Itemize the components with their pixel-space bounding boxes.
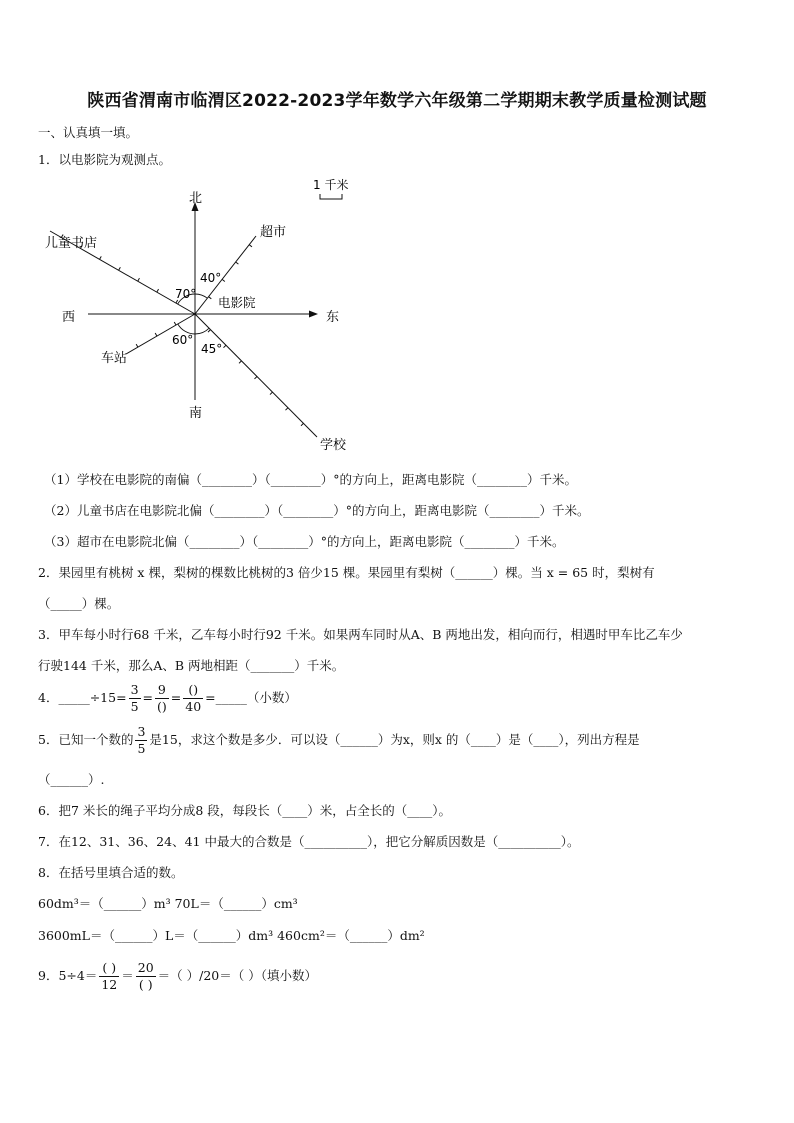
question-4: 4．_____÷15= $\frac{3}{5}$ = $\frac{9}{()}$ = $\frac{()}{40}$ =_____（小数） [38, 682, 297, 714]
page-title: 陕西省渭南市临渭区2022-2023学年数学六年级第二学期期末教学质量检测试题 [87, 91, 707, 111]
tick-mark [222, 279, 225, 281]
tick-mark [270, 392, 272, 394]
tick-mark [254, 376, 256, 378]
question-1-part-1: （1）学校在电影院的南偏（________）（________）°的方向上，距离电影院（________）千米。 [44, 472, 577, 487]
east-arrow-icon [309, 311, 318, 318]
label-north: 北 [189, 191, 203, 206]
label-west: 西 [62, 310, 76, 325]
label-angle-40: 40° [200, 271, 222, 285]
tick-mark [174, 322, 176, 325]
question-4-fraction-3: $\frac{()}{40}$ [185, 682, 202, 714]
question-3-line-1: 3．甲车每小时行68 千米，乙车每小时行92 千米。如果两车同时从A、B 两地出发，相向而行，相遇时甲车比乙车少 [38, 627, 683, 642]
question-2-line-1: 2．果园里有桃树 x 棵，梨树的棵数比桃树的3 倍少15 棵。果园里有梨树（______）棵。当 x = 65 时，梨树有 [38, 565, 655, 580]
label-bookstore: 儿童书店 [45, 236, 98, 251]
question-1-part-2: （2）儿童书店在电影院北偏（________）（________）°的方向上，距离电影院（________）千米。 [44, 503, 590, 518]
label-scale: 1 千米 [313, 178, 349, 192]
tick-mark [157, 289, 159, 292]
question-4-suffix: =_____（小数） [205, 690, 297, 705]
label-school: 学校 [320, 438, 347, 453]
tick-mark [249, 245, 252, 247]
label-angle-45: 45° [201, 342, 223, 356]
question-3-line-2: 行驶144 千米，那么A、B 两地相距（_______）千米。 [38, 658, 345, 673]
label-supermarket: 超市 [260, 225, 287, 240]
question-1-stem: 1．以电影院为观测点。 [38, 152, 171, 167]
tick-mark [119, 267, 121, 270]
label-angle-70: 70° [175, 287, 197, 301]
tick-mark [100, 256, 102, 259]
question-8-line-2: 3600mL＝（______）L＝（______）dm³ 460cm²＝（______）dm² [38, 928, 425, 943]
question-1-part-3: （3）超市在电影院北偏（________）（________）°的方向上，距离电影院（________）千米。 [44, 534, 565, 549]
tick-mark [239, 361, 241, 363]
ray-school [195, 314, 317, 437]
label-south: 南 [189, 406, 203, 421]
question-9-fraction-1: $\frac{( )}{12}$ [101, 960, 118, 992]
question-9 [38, 960, 317, 993]
question-5-line-2: （______）. [38, 772, 105, 787]
question-4-fraction-2: $\frac{9}{()}$ [157, 682, 167, 714]
direction-diagram [30, 170, 390, 455]
question-9-fraction-2: $\frac{20}{( )}$ [137, 960, 154, 992]
question-8-line-1: 60dm³＝（______）m³ 70L＝（______）cm³ [38, 896, 298, 911]
tick-mark [209, 297, 212, 299]
question-4-fraction-1: $\frac{3}{5}$ [130, 682, 139, 714]
tick-mark [224, 345, 226, 347]
label-east: 东 [326, 310, 340, 325]
question-8-stem: 8．在括号里填合适的数。 [38, 865, 184, 880]
tick-mark [301, 423, 303, 425]
question-9-equals: ＝ [121, 968, 134, 983]
question-7: 7．在12、31、36、24、41 中最大的合数是（__________），把它分解质因数是（__________）。 [38, 834, 580, 849]
question-9-suffix: ＝（ ）/20＝（ ）（填小数） [157, 968, 317, 983]
question-6: 6．把7 米长的绳子平均分成8 段，每段长（____）米，占全长的（____）。 [38, 803, 452, 818]
question-5-line-1 [38, 724, 640, 757]
tick-mark [138, 278, 140, 281]
scale-bar [320, 194, 342, 199]
tick-mark [236, 262, 239, 264]
tick-mark [208, 330, 210, 332]
question-4-prefix: 4．_____÷15= [38, 690, 127, 705]
question-5-rest: 是15，求这个数是多少．可以设（______）为x，则x 的（____）是（____），列出方程是 [149, 732, 640, 747]
angle-arc-45 [195, 328, 209, 334]
tick-mark [285, 408, 287, 410]
label-angle-60: 60° [172, 333, 194, 347]
label-cinema: 电影院 [218, 295, 256, 310]
question-5-fraction: $\frac{3}{5}$ [137, 724, 146, 756]
tick-mark [155, 333, 157, 336]
question-9-prefix: 9．5÷4＝ [38, 968, 98, 983]
section-heading: 一、认真填一填。 [38, 125, 139, 140]
label-station: 车站 [101, 351, 128, 366]
question-2-line-2: （_____）棵。 [38, 596, 120, 611]
angle-arc-40 [195, 294, 207, 298]
question-5-prefix: 5．已知一个数的 [38, 732, 134, 747]
tick-mark [136, 344, 138, 347]
